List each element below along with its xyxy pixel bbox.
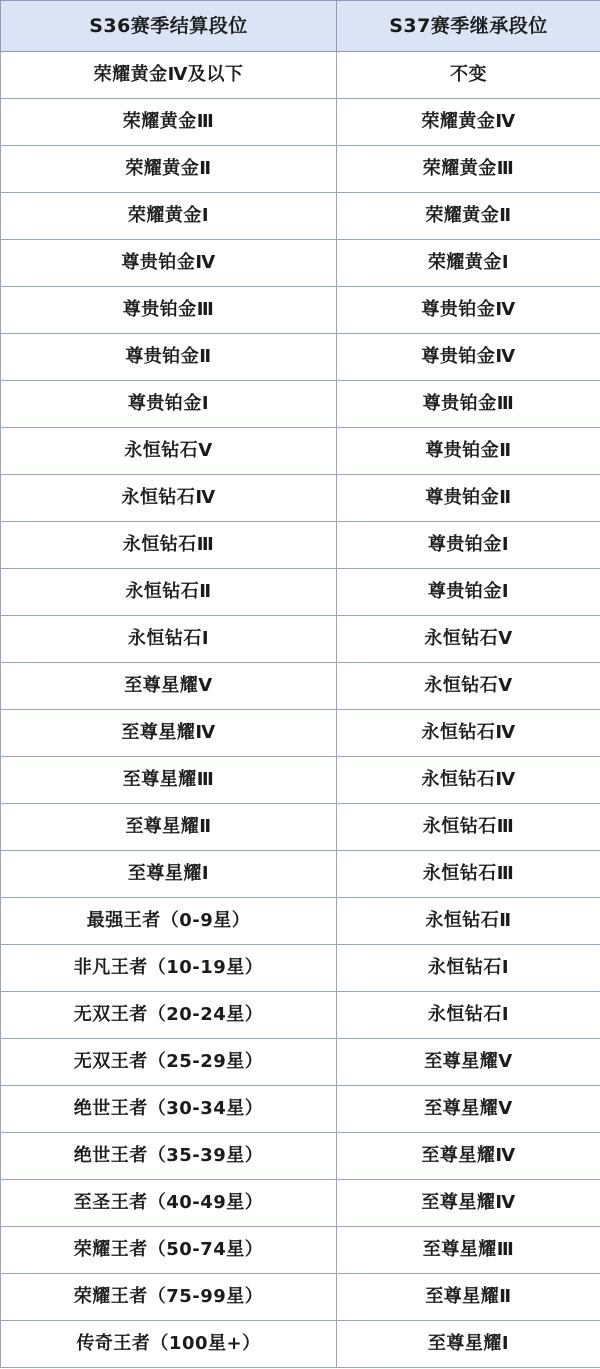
cell-next-season-rank: 尊贵铂金Ⅰ xyxy=(337,569,600,616)
cell-next-season-rank: 尊贵铂金Ⅲ xyxy=(337,381,600,428)
table-row xyxy=(1,945,600,992)
cell-previous-season-rank: 荣耀黄金Ⅳ及以下 xyxy=(1,52,337,99)
table-row xyxy=(1,193,600,240)
table-header xyxy=(1,1,600,52)
table-row xyxy=(1,663,600,710)
table-row xyxy=(1,146,600,193)
cell-next-season-rank: 永恒钻石Ⅳ xyxy=(337,757,600,804)
cell-previous-season-rank: 荣耀王者（75-99星） xyxy=(1,1274,337,1321)
table-row xyxy=(1,334,600,381)
table-row xyxy=(1,1227,600,1274)
cell-next-season-rank: 尊贵铂金Ⅳ xyxy=(337,287,600,334)
cell-previous-season-rank: 荣耀黄金Ⅲ xyxy=(1,99,337,146)
cell-previous-season-rank: 非凡王者（10-19星） xyxy=(1,945,337,992)
cell-next-season-rank: 至尊星耀Ⅴ xyxy=(337,1086,600,1133)
cell-previous-season-rank: 永恒钻石Ⅴ xyxy=(1,428,337,475)
table-row xyxy=(1,522,600,569)
cell-next-season-rank: 尊贵铂金Ⅰ xyxy=(337,522,600,569)
cell-previous-season-rank: 永恒钻石Ⅳ xyxy=(1,475,337,522)
cell-next-season-rank: 至尊星耀Ⅰ xyxy=(337,1321,600,1368)
cell-next-season-rank: 至尊星耀Ⅲ xyxy=(337,1227,600,1274)
table-row xyxy=(1,287,600,334)
table-row xyxy=(1,804,600,851)
table-row xyxy=(1,240,600,287)
table-row xyxy=(1,1321,600,1368)
table-header-row xyxy=(1,1,600,52)
cell-previous-season-rank: 尊贵铂金Ⅳ xyxy=(1,240,337,287)
table-row xyxy=(1,428,600,475)
cell-next-season-rank: 永恒钻石Ⅴ xyxy=(337,663,600,710)
cell-previous-season-rank: 荣耀黄金Ⅱ xyxy=(1,146,337,193)
cell-next-season-rank: 永恒钻石Ⅲ xyxy=(337,804,600,851)
cell-next-season-rank: 至尊星耀Ⅳ xyxy=(337,1180,600,1227)
cell-next-season-rank: 永恒钻石Ⅲ xyxy=(337,851,600,898)
table-row xyxy=(1,898,600,945)
table-row xyxy=(1,710,600,757)
table-row xyxy=(1,475,600,522)
cell-previous-season-rank: 至尊星耀Ⅰ xyxy=(1,851,337,898)
table-row xyxy=(1,616,600,663)
cell-previous-season-rank: 最强王者（0-9星） xyxy=(1,898,337,945)
cell-previous-season-rank: 至尊星耀Ⅳ xyxy=(1,710,337,757)
cell-previous-season-rank: 传奇王者（100星+） xyxy=(1,1321,337,1368)
table-row xyxy=(1,569,600,616)
cell-next-season-rank: 尊贵铂金Ⅳ xyxy=(337,334,600,381)
table-row xyxy=(1,1180,600,1227)
cell-next-season-rank: 荣耀黄金Ⅰ xyxy=(337,240,600,287)
cell-previous-season-rank: 尊贵铂金Ⅰ xyxy=(1,381,337,428)
cell-next-season-rank: 荣耀黄金Ⅱ xyxy=(337,193,600,240)
column-header-next-season: S37赛季继承段位 xyxy=(337,1,600,52)
cell-previous-season-rank: 至尊星耀Ⅲ xyxy=(1,757,337,804)
table-row xyxy=(1,1086,600,1133)
table-row xyxy=(1,757,600,804)
table-row xyxy=(1,1133,600,1180)
table-row xyxy=(1,1039,600,1086)
cell-previous-season-rank: 绝世王者（35-39星） xyxy=(1,1133,337,1180)
table-row xyxy=(1,1274,600,1321)
cell-next-season-rank: 尊贵铂金Ⅱ xyxy=(337,428,600,475)
cell-previous-season-rank: 绝世王者（30-34星） xyxy=(1,1086,337,1133)
table-row xyxy=(1,992,600,1039)
cell-previous-season-rank: 荣耀黄金Ⅰ xyxy=(1,193,337,240)
cell-previous-season-rank: 永恒钻石Ⅱ xyxy=(1,569,337,616)
table-row xyxy=(1,381,600,428)
cell-next-season-rank: 永恒钻石Ⅱ xyxy=(337,898,600,945)
cell-next-season-rank: 永恒钻石Ⅰ xyxy=(337,992,600,1039)
cell-previous-season-rank: 至尊星耀Ⅴ xyxy=(1,663,337,710)
cell-next-season-rank: 永恒钻石Ⅴ xyxy=(337,616,600,663)
cell-previous-season-rank: 尊贵铂金Ⅱ xyxy=(1,334,337,381)
cell-next-season-rank: 至尊星耀Ⅱ xyxy=(337,1274,600,1321)
cell-previous-season-rank: 永恒钻石Ⅰ xyxy=(1,616,337,663)
table-row xyxy=(1,851,600,898)
cell-next-season-rank: 永恒钻石Ⅰ xyxy=(337,945,600,992)
cell-previous-season-rank: 无双王者（25-29星） xyxy=(1,1039,337,1086)
cell-next-season-rank: 荣耀黄金Ⅳ xyxy=(337,99,600,146)
cell-next-season-rank: 至尊星耀Ⅴ xyxy=(337,1039,600,1086)
table-body xyxy=(1,52,600,1368)
cell-previous-season-rank: 至尊星耀Ⅱ xyxy=(1,804,337,851)
cell-next-season-rank: 荣耀黄金Ⅲ xyxy=(337,146,600,193)
table-row xyxy=(1,99,600,146)
column-header-previous-season: S36赛季结算段位 xyxy=(1,1,337,52)
cell-previous-season-rank: 尊贵铂金Ⅲ xyxy=(1,287,337,334)
table-row xyxy=(1,52,600,99)
cell-next-season-rank: 尊贵铂金Ⅱ xyxy=(337,475,600,522)
cell-next-season-rank: 至尊星耀Ⅳ xyxy=(337,1133,600,1180)
cell-previous-season-rank: 至圣王者（40-49星） xyxy=(1,1180,337,1227)
cell-previous-season-rank: 荣耀王者（50-74星） xyxy=(1,1227,337,1274)
cell-next-season-rank: 永恒钻石Ⅳ xyxy=(337,710,600,757)
cell-next-season-rank: 不变 xyxy=(337,52,600,99)
cell-previous-season-rank: 永恒钻石Ⅲ xyxy=(1,522,337,569)
cell-previous-season-rank: 无双王者（20-24星） xyxy=(1,992,337,1039)
